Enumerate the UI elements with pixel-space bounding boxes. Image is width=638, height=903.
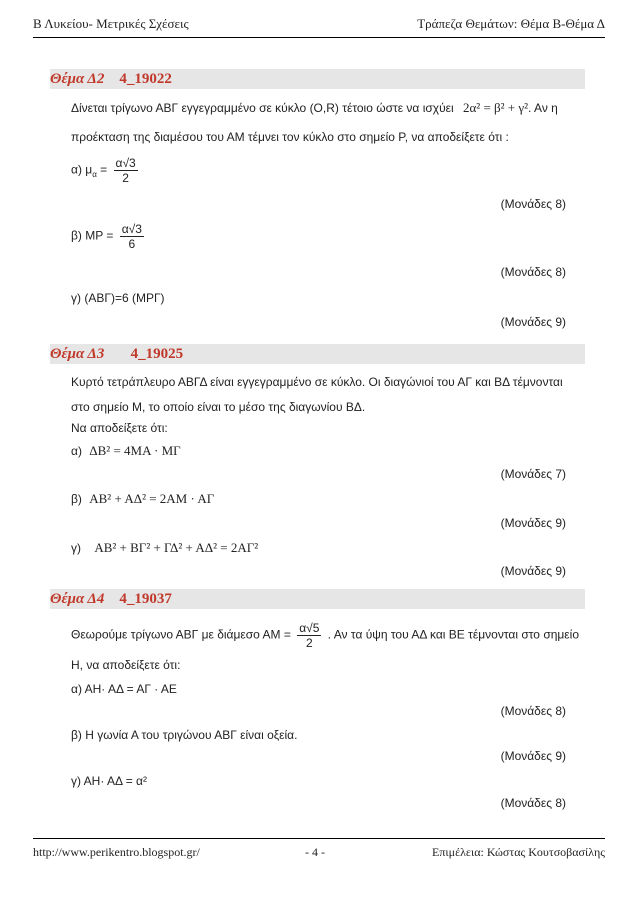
d4-item-c: γ) ΑΗ· ΑΔ = α²	[71, 774, 147, 788]
section-code: 4_19025	[130, 346, 184, 362]
d2-item-a: α) $\mu_\alpha$ = $\frac{\alpha√3}{2}$	[71, 156, 136, 185]
d4-b-marks: (Μονάδες 9)	[500, 749, 566, 763]
d2-a-marks: (Μονάδες 8)	[500, 197, 566, 211]
d3-item-c: γ) ΑΒ² + ΒΓ² + ΓΔ² + ΑΔ² = 2ΑΓ²	[71, 540, 259, 555]
d2-intro-line2: προέκταση της διαμέσου του ΑΜ τέμνει τον κύκλο στο σημείο Ρ, να αποδείξετε ότι :	[71, 130, 509, 144]
d3-intro-line1: Κυρτό τετράπλευρο ΑΒΓΔ είναι εγγεγραμμένο σε κύκλο. Οι διαγώνιοί του ΑΓ και ΒΔ τέμνονται	[71, 375, 563, 389]
footer-rule	[33, 838, 605, 839]
d4-c-marks: (Μονάδες 8)	[500, 796, 566, 810]
page-number: - 4 -	[305, 845, 325, 859]
d4-intro-fraction: $\frac{\alpha√5}{2}$	[299, 621, 320, 650]
d4-intro-line1: Θεωρούμε τρίγωνο ΑΒΓ με διάμεσο ΑΜ = $\frac{\alpha√5}{2}$ . Αν τα ύψη του ΑΔ και ΒΕ τέμνονται στο σημείο	[71, 621, 579, 650]
header-left: Β Λυκείου- Μετρικές Σχέσεις	[33, 16, 189, 31]
d3-item-b: β) ΑΒ² + ΑΔ² = 2ΑΜ · ΑΓ	[71, 491, 215, 506]
section-header-d4	[50, 589, 585, 609]
page-header	[33, 16, 605, 36]
section-header-d2	[50, 69, 585, 89]
d3-item-a: α) ΔΒ² = 4ΜΑ · ΜΓ	[71, 443, 181, 458]
d3-intro-line3: Να αποδείξετε ότι:	[71, 421, 168, 435]
d4-item-b: β) Η γωνία Α του τριγώνου ΑΒΓ είναι οξεία.	[71, 728, 298, 742]
d3-b-marks: (Μονάδες 9)	[500, 516, 566, 530]
d2-b-fraction: $\frac{\alpha√3}{6}$	[121, 222, 142, 251]
section-title: Θέμα Δ2	[50, 71, 105, 87]
d2-c-marks: (Μονάδες 9)	[500, 315, 566, 329]
d2-intro-line1: Δίνεται τρίγωνο ΑΒΓ εγγεγραμμένο σε κύκλο (Ο,R) τέτοιο ώστε να ισχύει 2α² = β² + γ². Αν η	[71, 100, 558, 115]
header-right: Τράπεζα Θεμάτων: Θέμα Β-Θέμα Δ	[417, 16, 605, 31]
section-header-d3	[50, 344, 585, 364]
section-code: 4_19022	[119, 71, 172, 87]
footer-author: Επιμέλεια: Κώστας Κουτσοβασίλης	[432, 845, 605, 859]
d2-b-marks: (Μονάδες 8)	[500, 265, 566, 279]
section-code: 4_19037	[119, 591, 172, 607]
d4-intro-line2: Η, να αποδείξετε ότι:	[71, 658, 181, 672]
d4-a-marks: (Μονάδες 8)	[500, 704, 566, 718]
d2-item-b: β) ΜΡ = $\frac{\alpha√3}{6}$	[71, 222, 142, 251]
d3-intro-line2: στο σημείο Μ, το οποίο είναι το μέσο της διαγωνίου ΒΔ.	[71, 400, 366, 414]
d2-item-c: γ) (ΑΒΓ)=6 (ΜΡΓ)	[71, 291, 165, 305]
d4-item-a: α) ΑΗ· ΑΔ = ΑΓ · ΑΕ	[71, 682, 177, 696]
d2-intro-equation: 2α² = β² + γ²	[463, 100, 529, 115]
section-title: Θέμα Δ3	[50, 346, 105, 362]
header-rule	[33, 37, 605, 38]
d3-a-marks: (Μονάδες 7)	[500, 467, 566, 481]
d2-a-fraction: $\frac{\alpha√3}{2}$	[115, 156, 136, 185]
section-title: Θέμα Δ4	[50, 591, 105, 607]
footer-link[interactable]: http://www.perikentro.blogspot.gr/	[33, 845, 200, 859]
d3-c-marks: (Μονάδες 9)	[500, 564, 566, 578]
